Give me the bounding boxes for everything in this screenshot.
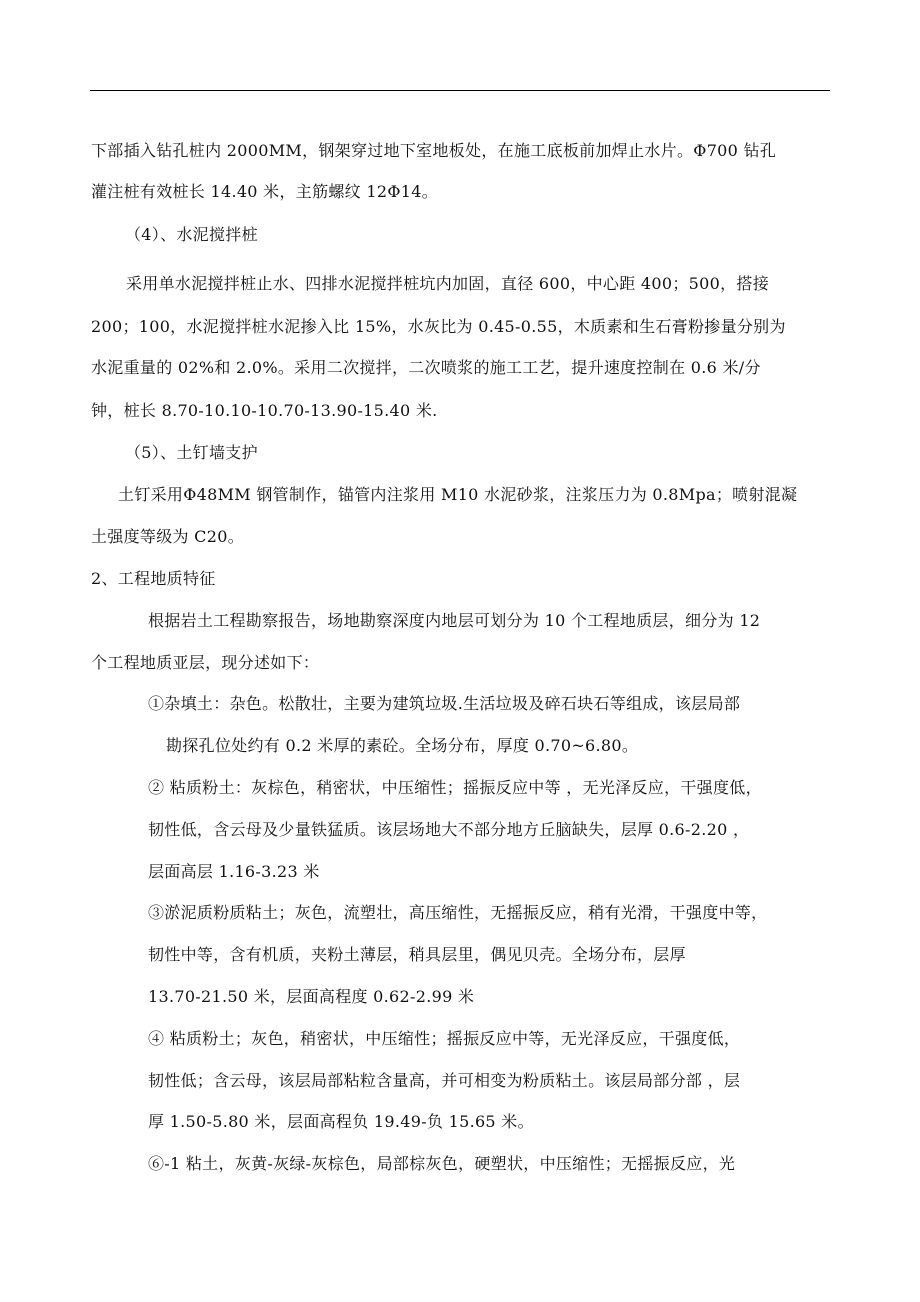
body-line-2: 灌注桩有效桩长 14.40 米，主筋螺纹 12Φ14。 bbox=[91, 182, 438, 201]
layer-3-line-3: 13.70-21.50 米，层面高程度 0.62-2.99 米 bbox=[148, 987, 475, 1006]
section-heading-soil-nail-wall: （5）、土钉墙支护 bbox=[125, 443, 258, 462]
header-rule bbox=[90, 90, 830, 91]
layer-4-line-2: 韧性低；含云母，该层局部粘粒含量高，并可相变为粉质粘土。该层局部分部 ，层 bbox=[148, 1071, 741, 1090]
layer-1-line-2: 勘探孔位处约有 0.2 米厚的素砼。全场分布，厚度 0.70~6.80。 bbox=[166, 736, 639, 755]
layer-2-line-3: 层面高层 1.16-3.23 米 bbox=[148, 862, 320, 881]
layer-3-line-2: 韧性中等，含有机质，夹粉土薄层，稍具层里，偶见贝壳。全场分布，层厚 bbox=[148, 945, 686, 964]
layer-1-line-1: ①杂填土：杂色。松散壮，主要为建筑垃圾.生活垃圾及碎石块石等组成，该层局部 bbox=[148, 694, 741, 713]
section-heading-cement-mixing-pile: （4）、水泥搅拌桩 bbox=[125, 225, 258, 244]
body-line-4: 采用单水泥搅拌桩止水、四排水泥搅拌桩坑内加固，直径 600，中心距 400；500，搭接 bbox=[126, 274, 769, 293]
body-line-6: 水泥重量的 02%和 2.0%。采用二次搅拌，二次喷浆的施工工艺，提升速度控制在 0.6 米/分 bbox=[91, 358, 761, 377]
body-line-1: 下部插入钻孔桩内 2000MM，钢架穿过地下室地板处，在施工底板前加焊止水片。Φ700 钻孔 bbox=[91, 141, 777, 160]
body-line-10: 土强度等级为 C20。 bbox=[91, 527, 244, 546]
layer-4-line-3: 厚 1.50-5.80 米，层面高程负 19.49-负 15.65 米。 bbox=[148, 1112, 534, 1131]
body-line-12: 根据岩土工程勘察报告，场地勘察深度内地层可划分为 10 个工程地质层，细分为 12 bbox=[148, 611, 761, 630]
layer-4-line-1: ④ 粘质粉土；灰色，稍密状，中压缩性；摇振反应中等，无光泽反应，干强度低， bbox=[148, 1029, 741, 1048]
body-line-9: 土钉采用Φ48MM 钢管制作，锚管内注浆用 M10 水泥砂浆，注浆压力为 0.8Mpa；喷射混凝 bbox=[118, 485, 798, 504]
layer-3-line-1: ③淤泥质粉质粘土；灰色，流塑壮，高压缩性，无摇振反应，稍有光滑，干强度中等， bbox=[148, 903, 768, 922]
body-line-13: 个工程地质亚层，现分述如下： bbox=[91, 653, 320, 672]
section-heading-geology: 2、工程地质特征 bbox=[91, 569, 216, 588]
body-line-7: 钟，桩长 8.70-10.10-10.70-13.90-15.40 米. bbox=[91, 401, 438, 420]
layer-2-line-2: 韧性低，含云母及少量铁猛质。该层场地大不部分地方丘脑缺失，层厚 0.6-2.20 ， bbox=[148, 820, 750, 839]
body-line-5: 200；100，水泥搅拌桩水泥掺入比 15%，水灰比为 0.45-0.55，木质素和生石膏粉掺量分别为 bbox=[91, 317, 786, 336]
layer-2-line-1: ② 粘质粉土：灰棕色，稍密状，中压缩性；摇振反应中等 ，无光泽反应，干强度低， bbox=[148, 778, 762, 797]
layer-6-1-line-1: ⑥-1 粘土，灰黄-灰绿-灰棕色，局部棕灰色，硬塑状，中压缩性；无摇振反应，光 bbox=[148, 1154, 736, 1173]
